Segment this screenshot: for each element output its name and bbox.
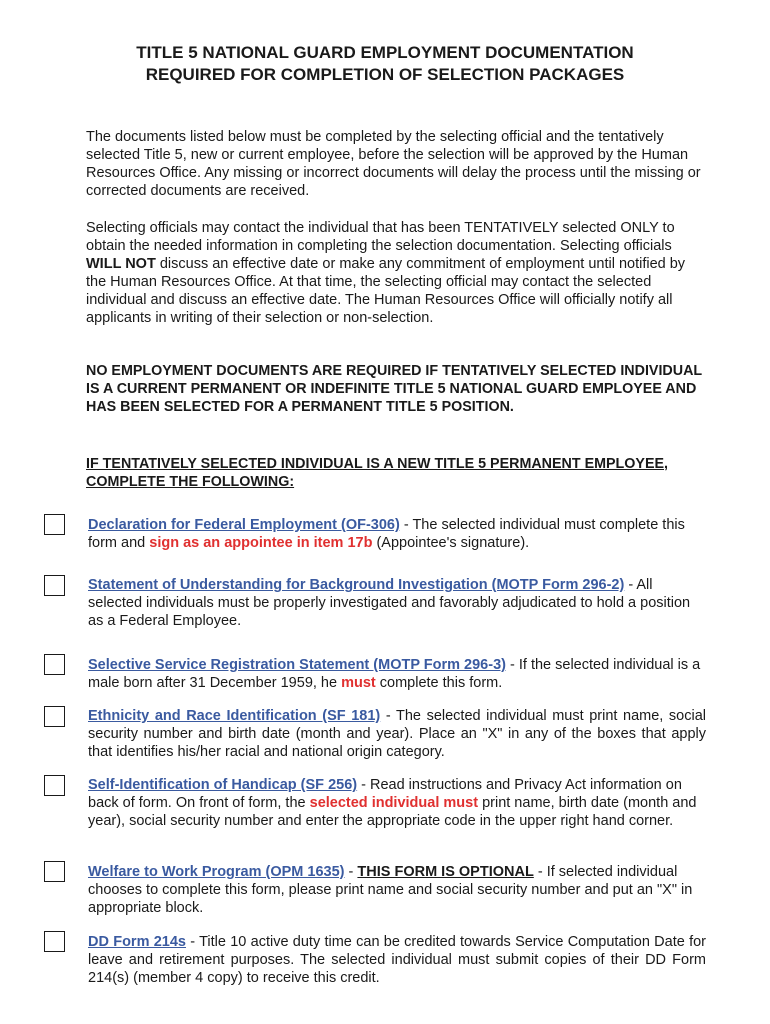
intro-paragraph-2	[86, 219, 706, 327]
item-of-306-text-end: (Appointee's signature).	[372, 535, 530, 551]
checkbox-motp-296-3[interactable]	[44, 654, 65, 675]
intro-paragraph-1: The documents listed below must be completed by the selecting official and the tentatively selected Title 5, new or current employee, before the selection will be approved by the Human Resources Office. Any missing or incorrect documents will delay the process until the missing or corrected documents are received.	[86, 129, 701, 199]
page-title-line-1: TITLE 5 NATIONAL GUARD EMPLOYMENT DOCUMENTATION	[136, 43, 634, 62]
checkbox-sf-181[interactable]	[44, 706, 65, 727]
link-dd-214[interactable]: DD Form 214s	[88, 934, 186, 950]
link-motp-296-2[interactable]: Statement of Understanding for Background Investigation (MOTP Form 296-2)	[88, 577, 625, 593]
item-motp-296-3-red-text: must	[341, 675, 376, 691]
item-of-306-red-text: sign as an appointee in item 17b	[149, 535, 373, 551]
no-documents-notice: NO EMPLOYMENT DOCUMENTS ARE REQUIRED IF TENTATIVELY SELECTED INDIVIDUAL IS A CURRENT PERMANENT OR INDEFINITE TITLE 5 NATIONAL GUARD EMPLOYEE AND HAS BEEN SELECTED FOR A PERMANENT TITLE 5 POSITION.	[86, 363, 702, 415]
link-sf-181[interactable]: Ethnicity and Race Identification (SF 181)	[88, 708, 381, 724]
item-motp-296-2-text: - All selected individuals must be properly investigated and favorably adjudicated to hold a position as a Federal Employee.	[88, 577, 691, 629]
checkbox-dd-214[interactable]	[44, 931, 65, 952]
item-opm-1635	[88, 863, 706, 917]
optional-notice: THIS FORM IS OPTIONAL	[357, 864, 534, 880]
section-heading: IF TENTATIVELY SELECTED INDIVIDUAL IS A NEW TITLE 5 PERMANENT EMPLOYEE, COMPLETE THE FOLLOWING:	[86, 456, 668, 490]
item-motp-296-2	[88, 576, 706, 630]
intro-p2-text-c: discuss an effective date or make any commitment of employment until notified by the Human Resources Office. At that time, the selecting official may contact the selected individual and discuss an effective date. The Human Resources Office will officially notify all applicants in writing of their selection or non-selection.	[86, 256, 686, 326]
link-of-306[interactable]: Declaration for Federal Employment (OF-306)	[88, 517, 400, 533]
page-title	[0, 42, 770, 86]
item-sf-256	[88, 776, 706, 830]
item-of-306-text: - The selected individual must complete this form and	[88, 517, 685, 551]
item-sf-181-text: - The selected individual must print name, social security number and birth date (month and year). Place an "X" in any of the boxes that apply that identifies his/her racial and national origin category.	[88, 708, 706, 760]
checkbox-of-306[interactable]	[44, 514, 65, 535]
item-sf-256-text: - Read instructions and Privacy Act information on back of form. On front of form, the	[88, 777, 682, 811]
link-sf-256[interactable]: Self-Identification of Handicap (SF 256)	[88, 777, 358, 793]
link-opm-1635[interactable]: Welfare to Work Program (OPM 1635)	[88, 864, 345, 880]
checkbox-sf-256[interactable]	[44, 775, 65, 796]
item-sf-256-red-text: selected individual must	[309, 795, 479, 811]
item-opm-1635-text-end: - If selected individual chooses to complete this form, please print name and social security number and put an "X" in appropriate block.	[88, 864, 693, 916]
will-not-emphasis: WILL NOT	[86, 256, 156, 272]
page-title-line-2: REQUIRED FOR COMPLETION OF SELECTION PACKAGES	[145, 65, 625, 84]
item-sf-181	[88, 707, 706, 761]
item-opm-1635-text: -	[344, 864, 358, 880]
item-sf-256-text-end: print name, birth date (month and year), social security number and enter the appropriate code in the upper right hand corner.	[88, 795, 697, 829]
link-motp-296-3[interactable]: Selective Service Registration Statement (MOTP Form 296-3)	[88, 657, 506, 673]
checkbox-motp-296-2[interactable]	[44, 575, 65, 596]
item-motp-296-3-text: - If the selected individual is a male born after 31 December 1959, he	[88, 657, 701, 691]
item-motp-296-3	[88, 656, 706, 692]
item-motp-296-3-text-end: complete this form.	[375, 675, 503, 691]
intro-p2-text-a: Selecting officials may contact the individual that has been TENTATIVELY selected ONLY to obtain the needed information in completing the selection documentation. Selecting officials	[86, 220, 675, 254]
item-dd-214-text: - Title 10 active duty time can be credited towards Service Computation Date for leave and retirement purposes. The selected individual must submit copies of their DD Form 214(s) (member 4 copy) to receive this credit.	[88, 934, 706, 986]
checkbox-opm-1635[interactable]	[44, 861, 65, 882]
item-dd-214	[88, 933, 706, 987]
item-of-306	[88, 516, 706, 552]
